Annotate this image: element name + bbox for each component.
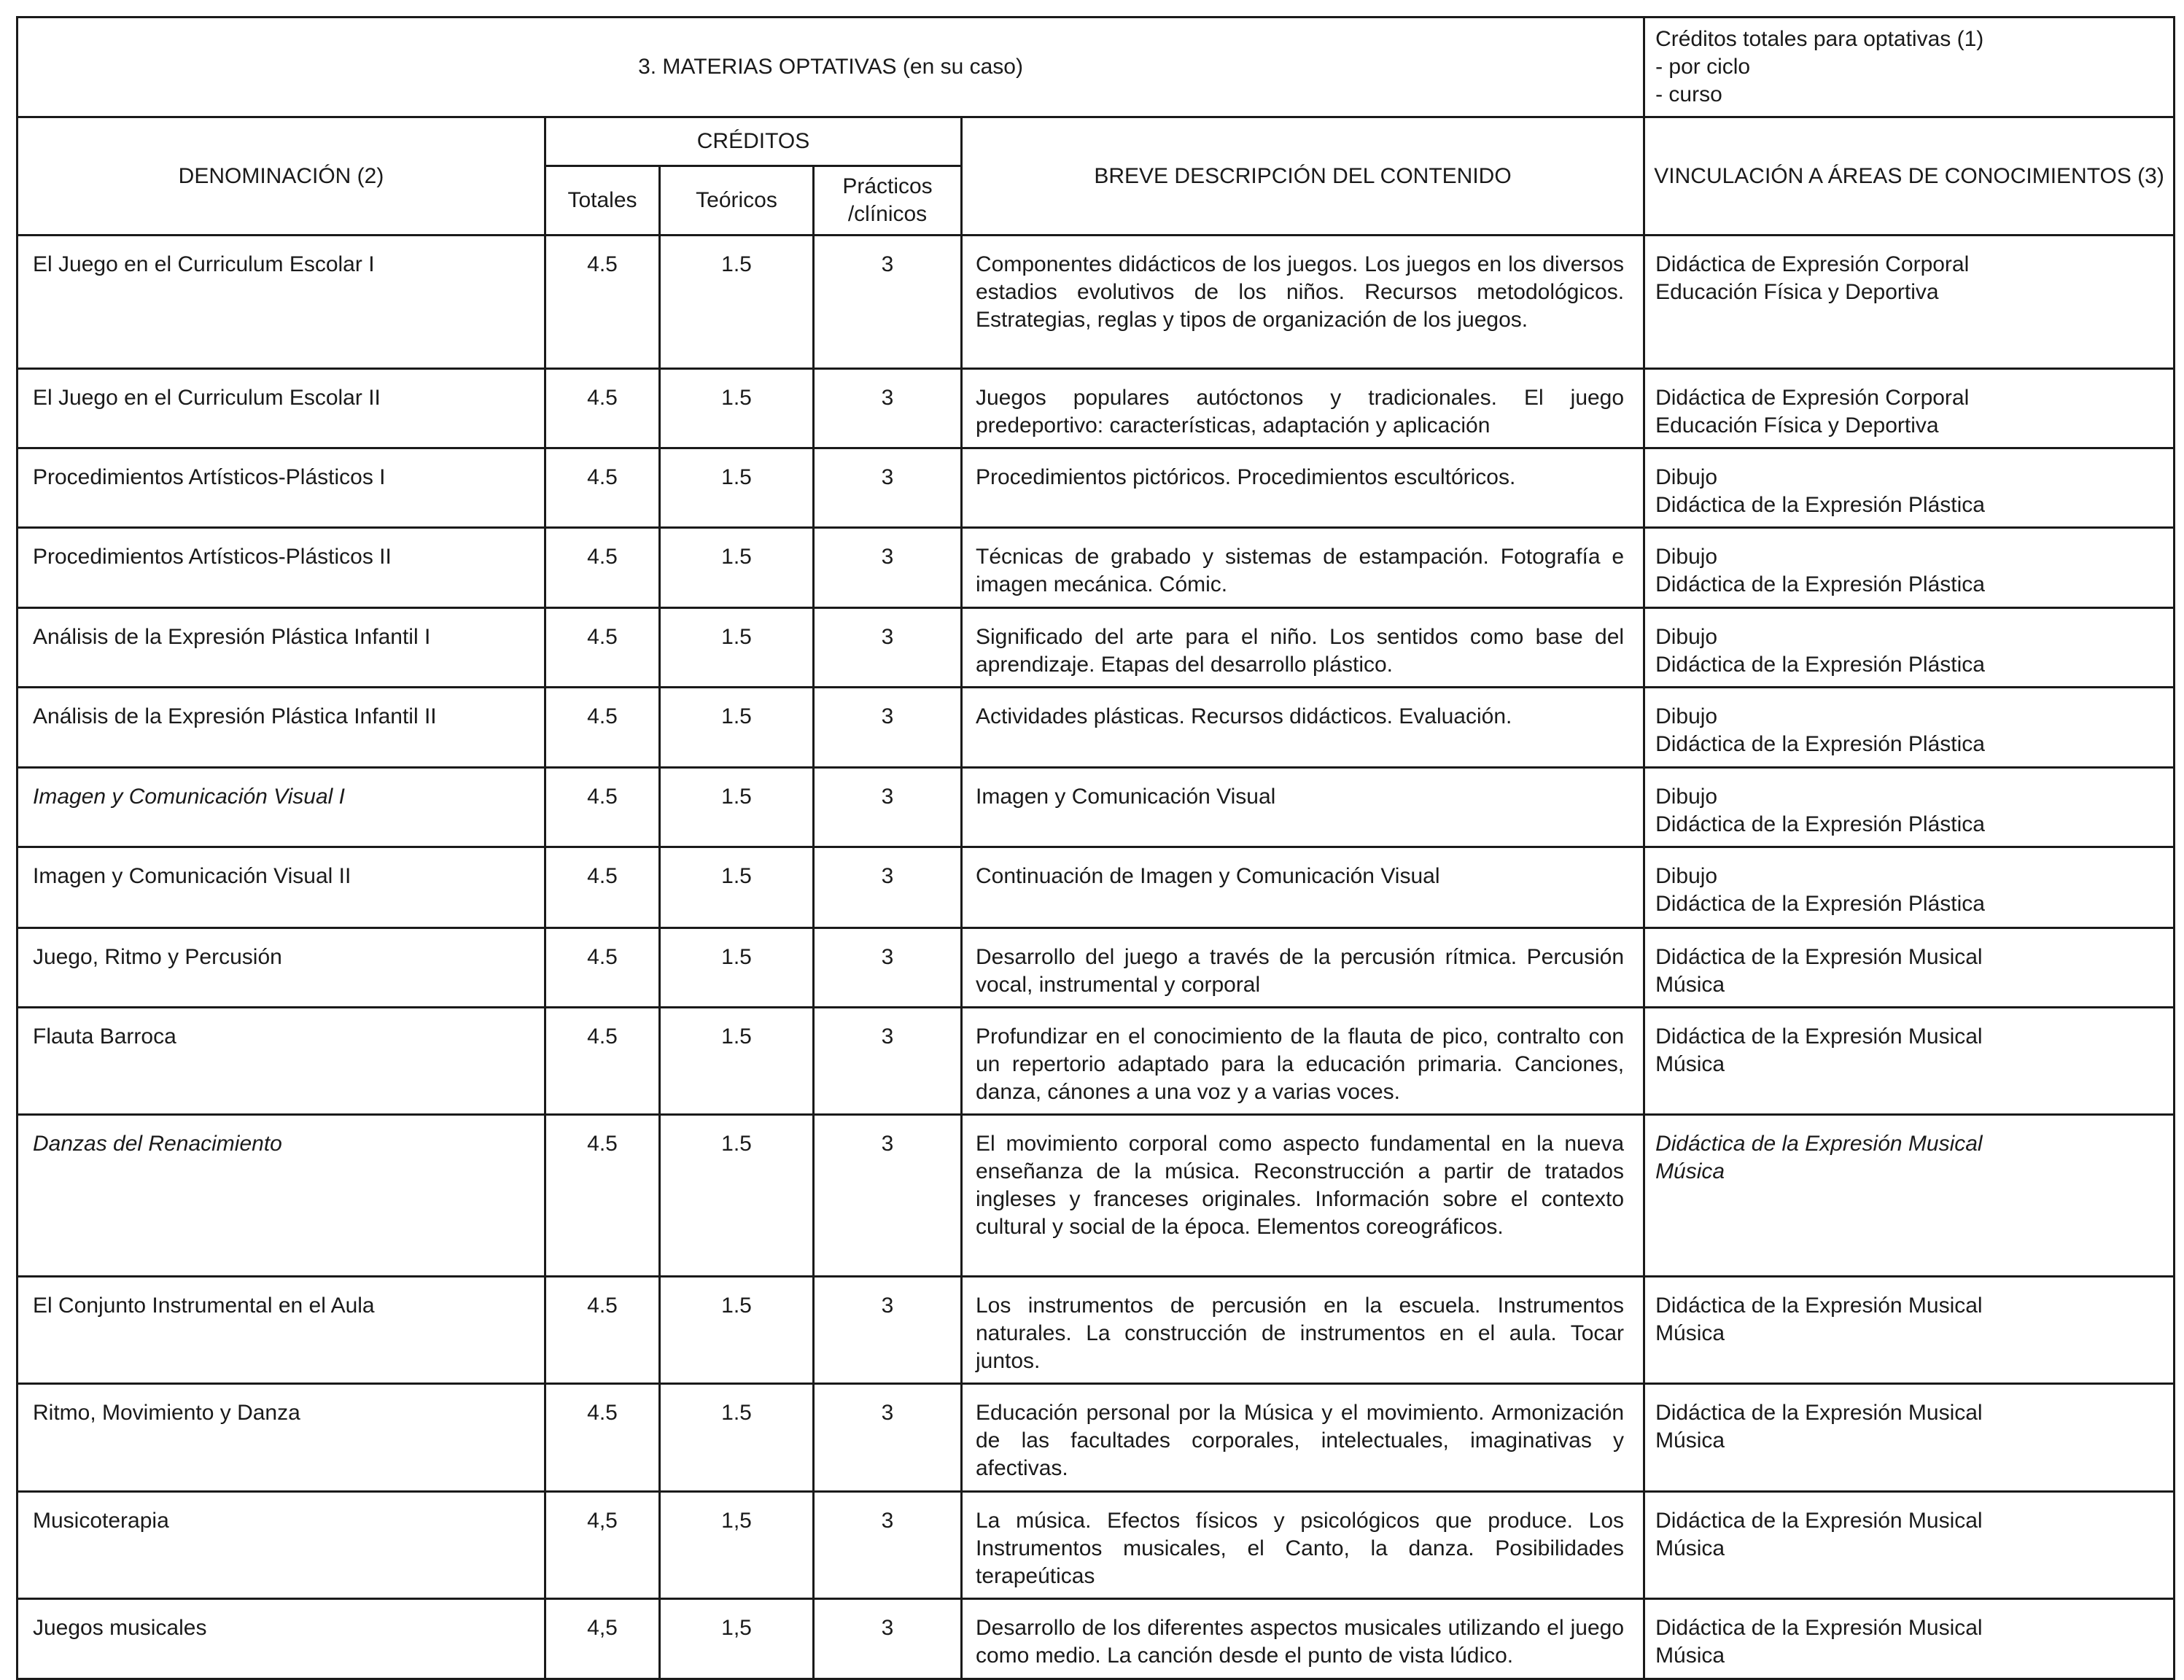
subject-description: Educación personal por la Música y el movimiento. Armonización de las facultades corporales, intelectuales, imaginativas y afectivas. — [962, 1384, 1644, 1492]
knowledge-area: Dibujo — [1655, 625, 1718, 649]
credits-teoricos: 1.5 — [660, 528, 814, 608]
table-row — [18, 928, 2175, 1008]
knowledge-area: Dibujo — [1655, 785, 1718, 809]
credits-practicos: 3 — [814, 448, 962, 528]
credits-teoricos: 1.5 — [660, 768, 814, 847]
subject-name: Ritmo, Movimiento y Danza — [18, 1384, 545, 1492]
subject-name: Imagen y Comunicación Visual I — [18, 768, 545, 847]
credits-practicos: 3 — [814, 1599, 962, 1679]
subject-description: Los instrumentos de percusión en la escuela. Instrumentos naturales. La construcción de instrumentos en el aula. Tocar juntos. — [962, 1277, 1644, 1384]
knowledge-area: Música — [1655, 1321, 1725, 1345]
table-row — [18, 1008, 2175, 1115]
table-row — [18, 847, 2175, 928]
credits-totales: 4.5 — [545, 236, 660, 369]
subject-name: Análisis de la Expresión Plástica Infantil I — [18, 608, 545, 688]
credits-total-title: Créditos totales para optativas (1) — [1655, 27, 1984, 51]
knowledge-areas — [1644, 448, 2175, 528]
knowledge-areas — [1644, 847, 2175, 928]
knowledge-area: Educación Física y Deportiva — [1655, 413, 1939, 438]
knowledge-areas — [1644, 1008, 2175, 1115]
subject-description: Técnicas de grabado y sistemas de estampación. Fotografía e imagen mecánica. Cómic. — [962, 528, 1644, 608]
knowledge-area: Didáctica de la Expresión Musical — [1655, 1401, 1983, 1425]
totales-header: Totales — [545, 166, 660, 236]
credits-practicos: 3 — [814, 1008, 962, 1115]
credits-teoricos: 1.5 — [660, 928, 814, 1008]
knowledge-area: Música — [1655, 1159, 1725, 1183]
knowledge-area: Didáctica de Expresión Corporal — [1655, 252, 1970, 276]
subject-description: Imagen y Comunicación Visual — [962, 768, 1644, 847]
subject-description: El movimiento corporal como aspecto fundamental en la nueva enseñanza de la música. Reconstrucción a partir de tratados ingleses y franceses originales. Información sobre el contexto cultural y social de la época. Elementos coreográficos. — [962, 1115, 1644, 1277]
subject-description: Juegos populares autóctonos y tradicionales. El juego predeportivo: características, adaptación y aplicación — [962, 369, 1644, 448]
practicos-header — [814, 166, 962, 236]
credits-total-line: - por ciclo — [1655, 55, 1751, 79]
credits-practicos: 3 — [814, 1384, 962, 1492]
knowledge-area: Didáctica de la Expresión Musical — [1655, 1132, 1983, 1156]
subject-name: Procedimientos Artísticos-Plásticos II — [18, 528, 545, 608]
subject-description: Profundizar en el conocimiento de la flauta de pico, contralto con un repertorio adaptado para la educación primaria. Canciones, danza, cánones a una voz y a varias voces. — [962, 1008, 1644, 1115]
subject-description: Continuación de Imagen y Comunicación Visual — [962, 847, 1644, 928]
knowledge-areas — [1644, 236, 2175, 369]
knowledge-areas — [1644, 528, 2175, 608]
knowledge-areas — [1644, 1599, 2175, 1679]
credits-totales: 4.5 — [545, 847, 660, 928]
knowledge-area: Didáctica de la Expresión Musical — [1655, 1024, 1983, 1049]
credits-teoricos: 1.5 — [660, 236, 814, 369]
subject-description: Procedimientos pictóricos. Procedimientos escultóricos. — [962, 448, 1644, 528]
subject-description: Desarrollo del juego a través de la percusión rítmica. Percusión vocal, instrumental y corporal — [962, 928, 1644, 1008]
credits-totales: 4,5 — [545, 1599, 660, 1679]
knowledge-area: Didáctica de Expresión Corporal — [1655, 386, 1970, 410]
table-row — [18, 1277, 2175, 1384]
knowledge-areas — [1644, 768, 2175, 847]
credits-teoricos: 1.5 — [660, 847, 814, 928]
credits-totales: 4.5 — [545, 1277, 660, 1384]
knowledge-area: Didáctica de la Expresión Musical — [1655, 1509, 1983, 1533]
knowledge-area: Didáctica de la Expresión Musical — [1655, 945, 1983, 969]
knowledge-area: Música — [1655, 973, 1725, 997]
creditos-header: CRÉDITOS — [545, 117, 962, 166]
credits-teoricos: 1.5 — [660, 1384, 814, 1492]
credits-practicos: 3 — [814, 236, 962, 369]
knowledge-area: Dibujo — [1655, 864, 1718, 888]
knowledge-areas — [1644, 369, 2175, 448]
subject-name: Análisis de la Expresión Plástica Infantil II — [18, 688, 545, 768]
credits-practicos: 3 — [814, 847, 962, 928]
credits-totales: 4,5 — [545, 1492, 660, 1599]
credits-totales: 4.5 — [545, 1384, 660, 1492]
knowledge-areas — [1644, 1115, 2175, 1277]
subject-description: Actividades plásticas. Recursos didácticos. Evaluación. — [962, 688, 1644, 768]
knowledge-area: Música — [1655, 1536, 1725, 1560]
knowledge-area: Didáctica de la Expresión Plástica — [1655, 572, 1985, 596]
credits-teoricos: 1.5 — [660, 448, 814, 528]
credits-teoricos: 1.5 — [660, 1115, 814, 1277]
credits-teoricos: 1.5 — [660, 688, 814, 768]
credits-totales: 4.5 — [545, 1115, 660, 1277]
credits-teoricos: 1,5 — [660, 1492, 814, 1599]
knowledge-area: Didáctica de la Expresión Musical — [1655, 1616, 1983, 1640]
credits-totales: 4.5 — [545, 608, 660, 688]
knowledge-areas — [1644, 688, 2175, 768]
knowledge-area: Música — [1655, 1644, 1725, 1668]
credits-totales: 4.5 — [545, 369, 660, 448]
practicos-header-line: /clínicos — [847, 202, 928, 226]
knowledge-areas — [1644, 928, 2175, 1008]
knowledge-area: Educación Física y Deportiva — [1655, 280, 1939, 304]
credits-totales: 4.5 — [545, 928, 660, 1008]
credits-totales: 4.5 — [545, 448, 660, 528]
subject-description: Desarrollo de los diferentes aspectos musicales utilizando el juego como medio. La canción desde el punto de vista lúdico. — [962, 1599, 1644, 1679]
knowledge-area: Didáctica de la Expresión Plástica — [1655, 812, 1985, 836]
subject-name: Musicoterapia — [18, 1492, 545, 1599]
descripcion-header: BREVE DESCRIPCIÓN DEL CONTENIDO — [962, 117, 1644, 236]
table-row — [18, 1384, 2175, 1492]
credits-practicos: 3 — [814, 1277, 962, 1384]
credits-totales: 4.5 — [545, 528, 660, 608]
section-title: 3. MATERIAS OPTATIVAS (en su caso) — [18, 18, 1644, 117]
knowledge-area: Didáctica de la Expresión Plástica — [1655, 653, 1985, 677]
subject-name: Juegos musicales — [18, 1599, 545, 1679]
practicos-header-line: Prácticos — [842, 174, 933, 198]
credits-total-box — [1644, 18, 2175, 117]
credits-teoricos: 1.5 — [660, 1008, 814, 1115]
knowledge-areas — [1644, 608, 2175, 688]
credits-totales: 4.5 — [545, 688, 660, 768]
subject-description: Significado del arte para el niño. Los sentidos como base del aprendizaje. Etapas del desarrollo plástico. — [962, 608, 1644, 688]
knowledge-area: Música — [1655, 1428, 1725, 1452]
subject-name: El Conjunto Instrumental en el Aula — [18, 1277, 545, 1384]
subject-name: El Juego en el Curriculum Escolar II — [18, 369, 545, 448]
knowledge-area: Didáctica de la Expresión Musical — [1655, 1294, 1983, 1318]
credits-practicos: 3 — [814, 369, 962, 448]
knowledge-area: Dibujo — [1655, 465, 1718, 489]
knowledge-areas — [1644, 1384, 2175, 1492]
credits-practicos: 3 — [814, 608, 962, 688]
credits-practicos: 3 — [814, 928, 962, 1008]
column-header-row — [18, 117, 2175, 166]
credits-practicos: 3 — [814, 1115, 962, 1277]
subject-description: La música. Efectos físicos y psicológicos que produce. Los Instrumentos musicales, el Canto, la danza. Posibilidades terapeúticas — [962, 1492, 1644, 1599]
subject-name: Imagen y Comunicación Visual II — [18, 847, 545, 928]
teoricos-header: Teóricos — [660, 166, 814, 236]
knowledge-area: Dibujo — [1655, 545, 1718, 569]
subject-name: Danzas del Renacimiento — [18, 1115, 545, 1277]
table-row — [18, 768, 2175, 847]
table-row — [18, 608, 2175, 688]
subject-description: Componentes didácticos de los juegos. Los juegos en los diversos estadios evolutivos de los niños. Recursos metodológicos. Estrategias, reglas y tipos de organización de los juegos. — [962, 236, 1644, 369]
credits-teoricos: 1.5 — [660, 369, 814, 448]
subject-name: Flauta Barroca — [18, 1008, 545, 1115]
credits-teoricos: 1.5 — [660, 608, 814, 688]
subject-name: Juego, Ritmo y Percusión — [18, 928, 545, 1008]
table-row — [18, 369, 2175, 448]
vinculacion-header: VINCULACIÓN A ÁREAS DE CONOCIMIENTOS (3) — [1644, 117, 2175, 236]
knowledge-areas — [1644, 1277, 2175, 1384]
section-header-row — [18, 18, 2175, 117]
subject-name: Procedimientos Artísticos-Plásticos I — [18, 448, 545, 528]
knowledge-area: Dibujo — [1655, 704, 1718, 728]
denominacion-header: DENOMINACIÓN (2) — [18, 117, 545, 236]
credits-teoricos: 1.5 — [660, 1277, 814, 1384]
credits-teoricos: 1,5 — [660, 1599, 814, 1679]
knowledge-area: Didáctica de la Expresión Plástica — [1655, 892, 1985, 916]
knowledge-area: Didáctica de la Expresión Plástica — [1655, 493, 1985, 517]
subject-name: El Juego en el Curriculum Escolar I — [18, 236, 545, 369]
credits-totales: 4.5 — [545, 768, 660, 847]
table-row — [18, 1599, 2175, 1679]
knowledge-area: Música — [1655, 1052, 1725, 1076]
knowledge-areas — [1644, 1492, 2175, 1599]
table-row — [18, 688, 2175, 768]
table-row — [18, 1492, 2175, 1599]
credits-practicos: 3 — [814, 768, 962, 847]
credits-practicos: 3 — [814, 688, 962, 768]
table-row — [18, 528, 2175, 608]
optativas-table — [16, 16, 2175, 1680]
table-row — [18, 236, 2175, 369]
credits-total-line: - curso — [1655, 82, 1722, 106]
knowledge-area: Didáctica de la Expresión Plástica — [1655, 732, 1985, 756]
table-row — [18, 448, 2175, 528]
table-row — [18, 1115, 2175, 1277]
credits-practicos: 3 — [814, 1492, 962, 1599]
credits-totales: 4.5 — [545, 1008, 660, 1115]
credits-practicos: 3 — [814, 528, 962, 608]
